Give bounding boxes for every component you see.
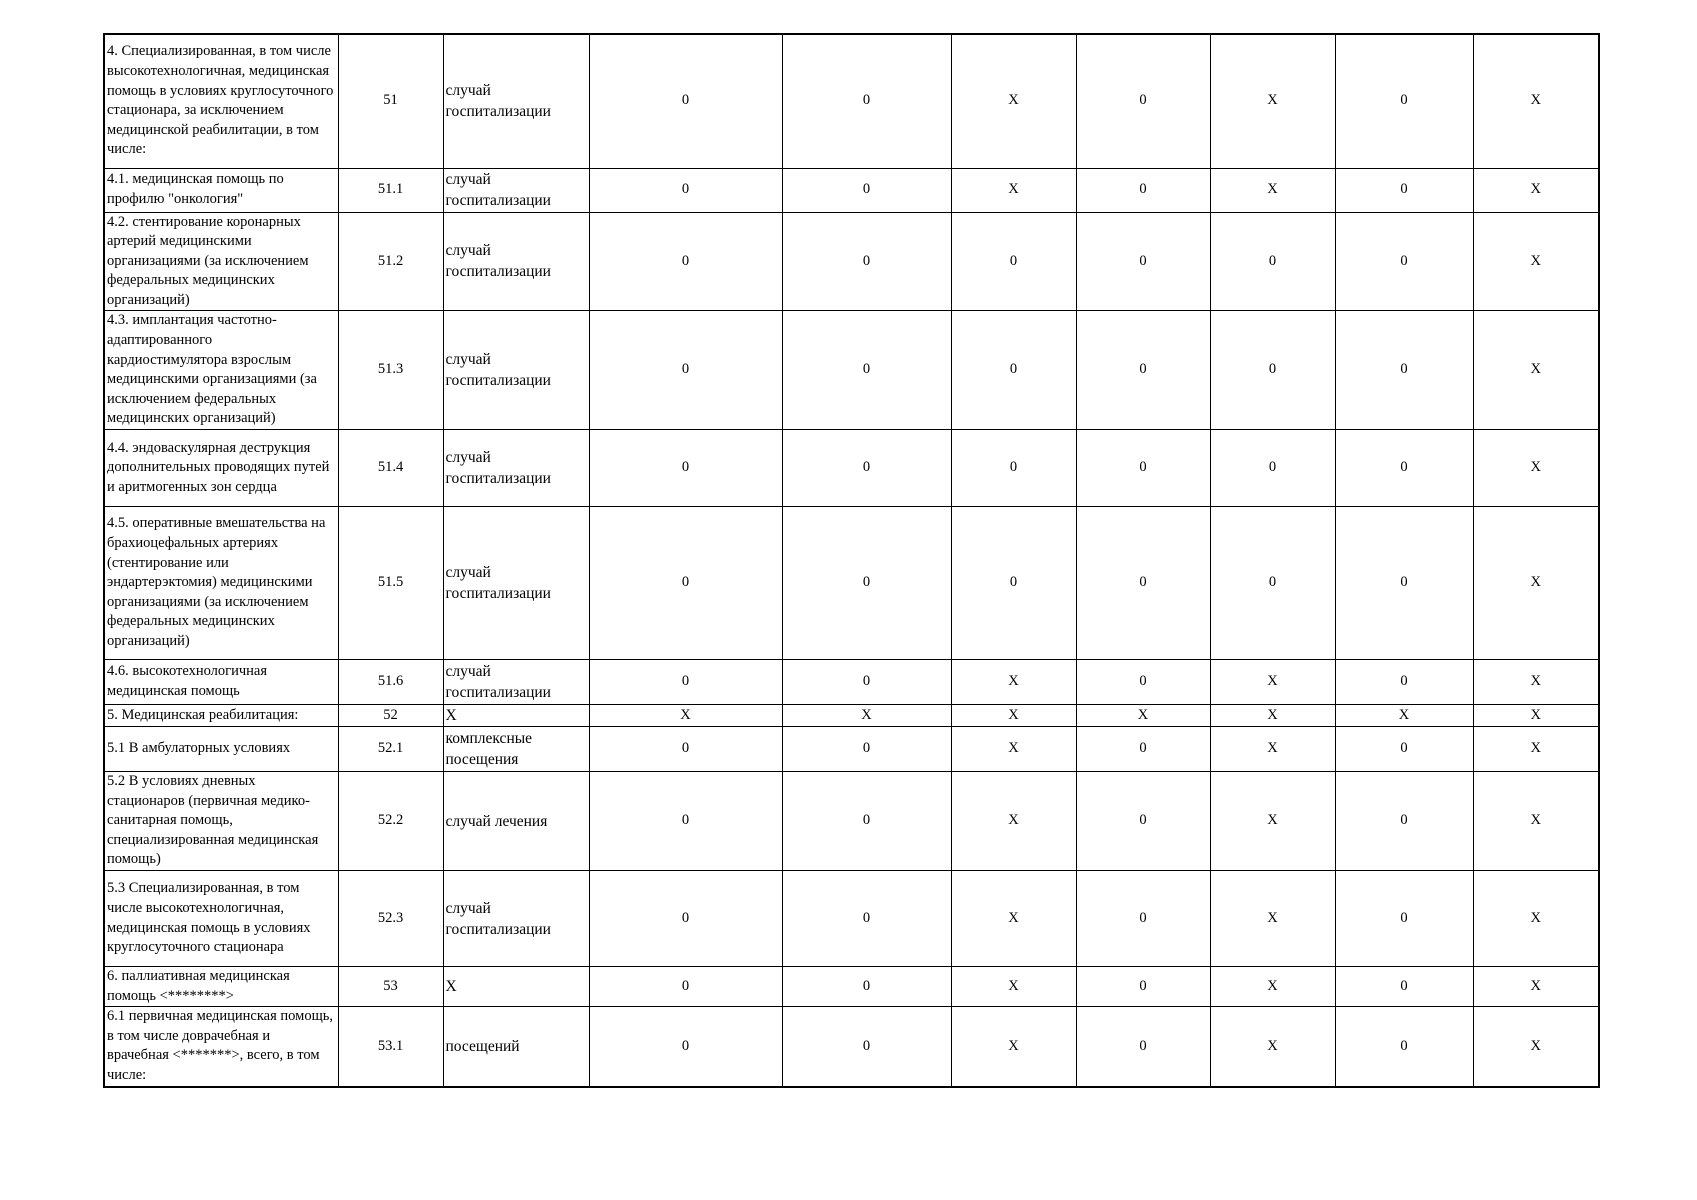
row-value-cell: 0 — [1335, 660, 1473, 705]
row-value-cell: 0 — [1335, 507, 1473, 660]
row-unit-cell: случай госпитализации — [443, 212, 589, 311]
row-value-cell: X — [1335, 705, 1473, 727]
row-unit-cell: X — [443, 967, 589, 1007]
row-code-cell: 51.2 — [338, 212, 443, 311]
row-name-cell: 4.2. стентирование коронарных артерий медицинскими организациями (за исключением федеральных медицинских организаций) — [104, 212, 338, 311]
row-value-cell: X — [1210, 660, 1335, 705]
row-value-cell: 0 — [1335, 871, 1473, 967]
row-code-cell: 53.1 — [338, 1007, 443, 1087]
row-value-cell: 0 — [782, 311, 951, 430]
row-value-cell: 0 — [1076, 660, 1210, 705]
row-value-cell: X — [1473, 430, 1599, 507]
row-value-cell: 0 — [1335, 311, 1473, 430]
row-value-cell: X — [1473, 212, 1599, 311]
row-code-cell: 51.1 — [338, 168, 443, 212]
row-unit-cell: случай лечения — [443, 772, 589, 871]
row-value-cell: 0 — [1076, 430, 1210, 507]
row-value-cell: 0 — [1076, 871, 1210, 967]
row-value-cell: 0 — [1076, 34, 1210, 168]
table-row — [104, 1007, 1599, 1087]
row-value-cell: X — [782, 705, 951, 727]
row-unit-cell: случай госпитализации — [443, 871, 589, 967]
row-name-cell: 4.5. оперативные вмешательства на брахиоцефальных артериях (стентирование или эндартерэктомия) медицинскими организациями (за исключением федеральных медицинских организаций) — [104, 507, 338, 660]
table-row — [104, 705, 1599, 727]
row-value-cell: 0 — [1076, 967, 1210, 1007]
row-code-cell: 51.4 — [338, 430, 443, 507]
row-name-cell: 4. Специализированная, в том числе высокотехнологичная, медицинская помощь в условиях круглосуточного стационара, за исключением медицинской реабилитации, в том числе: — [104, 34, 338, 168]
row-name-cell: 4.6. высокотехнологичная медицинская помощь — [104, 660, 338, 705]
row-value-cell: X — [1473, 311, 1599, 430]
row-name-cell: 5.3 Специализированная, в том числе высокотехнологичная, медицинская помощь в условиях круглосуточного стационара — [104, 871, 338, 967]
row-value-cell: 0 — [589, 871, 782, 967]
table-row — [104, 168, 1599, 212]
row-value-cell: 0 — [1076, 168, 1210, 212]
row-name-cell: 5.1 В амбулаторных условиях — [104, 727, 338, 772]
row-value-cell: 0 — [589, 967, 782, 1007]
table-row — [104, 212, 1599, 311]
row-value-cell: 0 — [1335, 967, 1473, 1007]
row-value-cell: X — [1473, 871, 1599, 967]
row-name-cell: 4.3. имплантация частотно-адаптированного кардиостимулятора взрослым медицинскими организациями (за исключением федеральных медицинских организаций) — [104, 311, 338, 430]
row-name-cell: 5.2 В условиях дневных стационаров (первичная медико-санитарная помощь, специализированная медицинская помощь) — [104, 772, 338, 871]
row-value-cell: X — [1473, 772, 1599, 871]
row-value-cell: X — [951, 727, 1076, 772]
row-value-cell: X — [1210, 34, 1335, 168]
row-value-cell: 0 — [1210, 507, 1335, 660]
row-value-cell: 0 — [782, 967, 951, 1007]
row-name-cell: 4.4. эндоваскулярная деструкция дополнительных проводящих путей и аритмогенных зон сердца — [104, 430, 338, 507]
row-value-cell: 0 — [951, 507, 1076, 660]
row-value-cell: 0 — [589, 311, 782, 430]
row-unit-cell: случай госпитализации — [443, 660, 589, 705]
row-value-cell: 0 — [1076, 772, 1210, 871]
row-value-cell: 0 — [1335, 1007, 1473, 1087]
row-value-cell: 0 — [1210, 212, 1335, 311]
row-value-cell: X — [1210, 871, 1335, 967]
row-name-cell: 4.1. медицинская помощь по профилю "онкология" — [104, 168, 338, 212]
row-unit-cell: комплексные посещения — [443, 727, 589, 772]
row-value-cell: 0 — [782, 1007, 951, 1087]
row-value-cell: X — [951, 705, 1076, 727]
row-value-cell: X — [1473, 507, 1599, 660]
row-code-cell: 51.5 — [338, 507, 443, 660]
row-value-cell: 0 — [1335, 168, 1473, 212]
row-value-cell: 0 — [1335, 212, 1473, 311]
row-value-cell: X — [951, 660, 1076, 705]
row-value-cell: 0 — [1076, 727, 1210, 772]
row-unit-cell: посещений — [443, 1007, 589, 1087]
row-value-cell: X — [951, 967, 1076, 1007]
row-value-cell: 0 — [589, 507, 782, 660]
row-value-cell: 0 — [782, 772, 951, 871]
table-row — [104, 967, 1599, 1007]
row-value-cell: 0 — [782, 871, 951, 967]
row-unit-cell: случай госпитализации — [443, 507, 589, 660]
table-row — [104, 430, 1599, 507]
table-row — [104, 772, 1599, 871]
row-value-cell: X — [1210, 168, 1335, 212]
row-name-cell: 5. Медицинская реабилитация: — [104, 705, 338, 727]
row-value-cell: 0 — [951, 212, 1076, 311]
row-code-cell: 51.3 — [338, 311, 443, 430]
row-value-cell: X — [1473, 705, 1599, 727]
row-unit-cell: случай госпитализации — [443, 168, 589, 212]
row-value-cell: X — [1473, 168, 1599, 212]
row-value-cell: X — [1473, 34, 1599, 168]
row-value-cell: 0 — [782, 727, 951, 772]
row-name-cell: 6. паллиативная медицинская помощь <********> — [104, 967, 338, 1007]
row-value-cell: 0 — [589, 772, 782, 871]
row-value-cell: X — [1210, 705, 1335, 727]
row-value-cell: 0 — [589, 168, 782, 212]
row-value-cell: X — [951, 168, 1076, 212]
row-unit-cell: случай госпитализации — [443, 311, 589, 430]
row-value-cell: 0 — [782, 212, 951, 311]
row-value-cell: 0 — [1335, 727, 1473, 772]
row-value-cell: 0 — [1335, 772, 1473, 871]
row-value-cell: X — [1210, 727, 1335, 772]
row-value-cell: X — [951, 1007, 1076, 1087]
row-value-cell: X — [951, 871, 1076, 967]
row-value-cell: 0 — [1076, 311, 1210, 430]
row-value-cell: 0 — [951, 430, 1076, 507]
table-row — [104, 660, 1599, 705]
row-value-cell: 0 — [782, 168, 951, 212]
row-value-cell: X — [1210, 1007, 1335, 1087]
table-row — [104, 311, 1599, 430]
row-value-cell: 0 — [1210, 311, 1335, 430]
row-unit-cell: случай госпитализации — [443, 430, 589, 507]
row-value-cell: 0 — [589, 660, 782, 705]
row-value-cell: X — [1210, 772, 1335, 871]
row-value-cell: X — [1076, 705, 1210, 727]
row-value-cell: X — [589, 705, 782, 727]
row-value-cell: 0 — [1335, 430, 1473, 507]
row-value-cell: 0 — [589, 34, 782, 168]
row-code-cell: 52.1 — [338, 727, 443, 772]
table-row — [104, 871, 1599, 967]
row-code-cell: 51 — [338, 34, 443, 168]
row-unit-cell: случай госпитализации — [443, 34, 589, 168]
row-code-cell: 52.3 — [338, 871, 443, 967]
row-value-cell: X — [1473, 1007, 1599, 1087]
row-name-cell: 6.1 первичная медицинская помощь, в том числе доврачебная и врачебная <*******>, всего, в том числе: — [104, 1007, 338, 1087]
row-value-cell: 0 — [589, 1007, 782, 1087]
row-value-cell: 0 — [1076, 1007, 1210, 1087]
row-unit-cell: X — [443, 705, 589, 727]
row-value-cell: 0 — [589, 212, 782, 311]
row-code-cell: 51.6 — [338, 660, 443, 705]
row-value-cell: 0 — [782, 507, 951, 660]
row-value-cell: X — [951, 34, 1076, 168]
row-code-cell: 53 — [338, 967, 443, 1007]
row-value-cell: 0 — [1335, 34, 1473, 168]
row-value-cell: 0 — [589, 430, 782, 507]
row-value-cell: 0 — [782, 34, 951, 168]
row-value-cell: 0 — [782, 430, 951, 507]
row-value-cell: 0 — [589, 727, 782, 772]
row-value-cell: 0 — [1076, 507, 1210, 660]
table-row — [104, 507, 1599, 660]
row-code-cell: 52.2 — [338, 772, 443, 871]
table-row — [104, 727, 1599, 772]
row-value-cell: X — [1473, 967, 1599, 1007]
row-value-cell: X — [1473, 660, 1599, 705]
row-value-cell: X — [951, 772, 1076, 871]
row-value-cell: 0 — [1076, 212, 1210, 311]
row-value-cell: X — [1473, 727, 1599, 772]
row-value-cell: X — [1210, 967, 1335, 1007]
medical-care-table — [103, 33, 1600, 1088]
table-row — [104, 34, 1599, 168]
row-value-cell: 0 — [951, 311, 1076, 430]
row-code-cell: 52 — [338, 705, 443, 727]
row-value-cell: 0 — [1210, 430, 1335, 507]
row-value-cell: 0 — [782, 660, 951, 705]
